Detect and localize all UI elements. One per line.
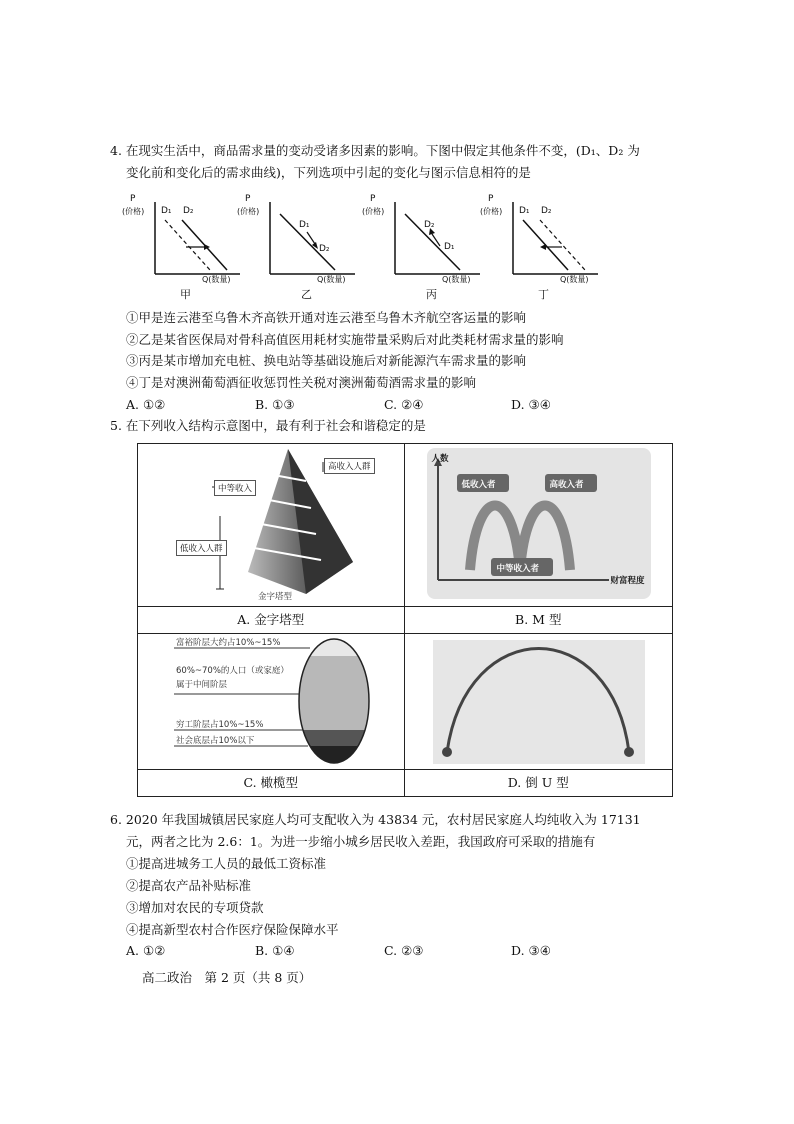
q6-stem-line2: 元，两者之比为 2.6：1。为进一步缩小城乡居民收入差距，我国政府可采取的措施有 (126, 834, 596, 849)
q5-stem: 5. 在下列收入结构示意图中，最有利于社会和谐稳定的是 (110, 418, 426, 433)
q4-statement-2: ②乙是某省医保局对骨科高值医用耗材实施带量采购后对此类耗材需求量的影响 (126, 332, 564, 347)
q4-option-b[interactable]: B. ①③ (255, 397, 295, 412)
jia-d1: D₁ (161, 206, 172, 216)
bing-d1: D₁ (444, 242, 455, 252)
yi-q: Q(数量) (317, 275, 346, 284)
ding-q: Q(数量) (560, 275, 589, 284)
m-xlabel: 财富程度 (610, 576, 645, 586)
m-middle-label: 中等收入者 (496, 564, 540, 574)
inverted-u-graphic (405, 634, 673, 771)
option-b-caption: B. M 型 (405, 606, 673, 633)
ding-label: 丁 (538, 288, 549, 301)
cell-d-inverted-u[interactable] (404, 634, 673, 797)
jia-label: 甲 (180, 288, 191, 301)
cell-c-olive[interactable] (138, 634, 405, 797)
ding-d2: D₂ (541, 206, 552, 216)
option-d-caption: D. 倒 U 型 (405, 769, 673, 796)
q4-stem-line1: 4. 在现实生活中，商品需求量的变动受诸多因素的影响。下图中假定其他条件不变，(D₁、D₂ 为 (110, 143, 640, 158)
q6-statement-2: ②提高农产品补贴标准 (126, 878, 252, 893)
pyramid-mid-label: 中等收入 (214, 480, 256, 496)
m-ylabel: 人数 (431, 454, 449, 464)
olive-bottom: 社会底层占10%以下 (176, 736, 255, 746)
olive-middle-2: 属于中间阶层 (176, 680, 228, 690)
m-low-label: 低收入者 (461, 480, 496, 490)
jia-q: Q(数量) (202, 275, 231, 284)
page-footer: 高二政治 第 2 页（共 8 页） (142, 970, 312, 985)
pyramid-low-label: 低收入人群 (176, 540, 227, 556)
q6-stem-line1: 6. 2020 年我国城镇居民家庭人均可支配收入为 43834 元，农村居民家庭人均纯收入为 17131 (110, 812, 641, 827)
olive-poor: 穷工阶层占10%~15% (176, 720, 264, 730)
yi-p: P (245, 194, 251, 204)
q4-statement-1: ①甲是连云港至乌鲁木齐高铁开通对连云港至乌鲁木齐航空客运量的影响 (126, 310, 527, 325)
option-c-caption: C. 橄榄型 (138, 769, 404, 796)
jia-p-unit: (价格) (122, 207, 145, 216)
pyramid-base-label: 金字塔型 (258, 592, 293, 602)
yi-label: 乙 (301, 288, 312, 301)
q4-option-a[interactable]: A. ①② (126, 397, 166, 412)
bing-p: P (370, 194, 376, 204)
q4-graph-bing (360, 192, 490, 304)
q4-option-c[interactable]: C. ②④ (384, 397, 424, 412)
q4-graph-jia (120, 192, 250, 304)
bing-p-unit: (价格) (362, 207, 385, 216)
q4-statement-4: ④丁是对澳洲葡萄酒征收惩罚性关税对澳洲葡萄酒需求量的影响 (126, 375, 477, 390)
cell-b-m-shape[interactable] (404, 444, 673, 634)
bing-label: 丙 (426, 288, 437, 301)
q6-statement-4: ④提高新型农村合作医疗保险保障水平 (126, 922, 339, 937)
q5-diagram-table (137, 443, 673, 797)
q4-statement-3: ③丙是某市增加充电桩、换电站等基础设施后对新能源汽车需求量的影响 (126, 353, 527, 368)
ding-p-unit: (价格) (480, 207, 503, 216)
olive-graphic (138, 634, 404, 771)
q6-option-d[interactable]: D. ③④ (511, 943, 551, 958)
q6-option-c[interactable]: C. ②③ (384, 943, 424, 958)
pyramid-top-label: 高收入人群 (324, 458, 375, 474)
bing-d2: D₂ (424, 220, 435, 230)
q6-option-b[interactable]: B. ①④ (255, 943, 295, 958)
q4-option-d[interactable]: D. ③④ (511, 397, 551, 412)
m-high-label: 高收入者 (549, 480, 584, 490)
bing-q: Q(数量) (442, 275, 471, 284)
q4-graph-yi (235, 192, 365, 304)
jia-p: P (130, 194, 136, 204)
q6-option-a[interactable]: A. ①② (126, 943, 166, 958)
yi-p-unit: (价格) (237, 207, 260, 216)
yi-d1: D₁ (299, 220, 310, 230)
q6-statement-3: ③增加对农民的专项贷款 (126, 900, 264, 915)
q4-graph-ding (478, 192, 608, 304)
q4-stem-line2: 变化前和变化后的需求曲线)，下列选项中引起的变化与图示信息相符的是 (126, 165, 531, 180)
cell-a-pyramid[interactable] (138, 444, 405, 634)
yi-d2: D₂ (319, 244, 330, 254)
ding-p: P (488, 194, 494, 204)
ding-d1: D₁ (519, 206, 530, 216)
olive-rich: 富裕阶层大约占10%~15% (176, 638, 281, 648)
option-a-caption: A. 金字塔型 (138, 606, 404, 633)
q6-statement-1: ①提高进城务工人员的最低工资标准 (126, 856, 327, 871)
olive-middle-1: 60%~70%的人口（或家庭） (176, 666, 289, 676)
jia-d2: D₂ (183, 206, 194, 216)
